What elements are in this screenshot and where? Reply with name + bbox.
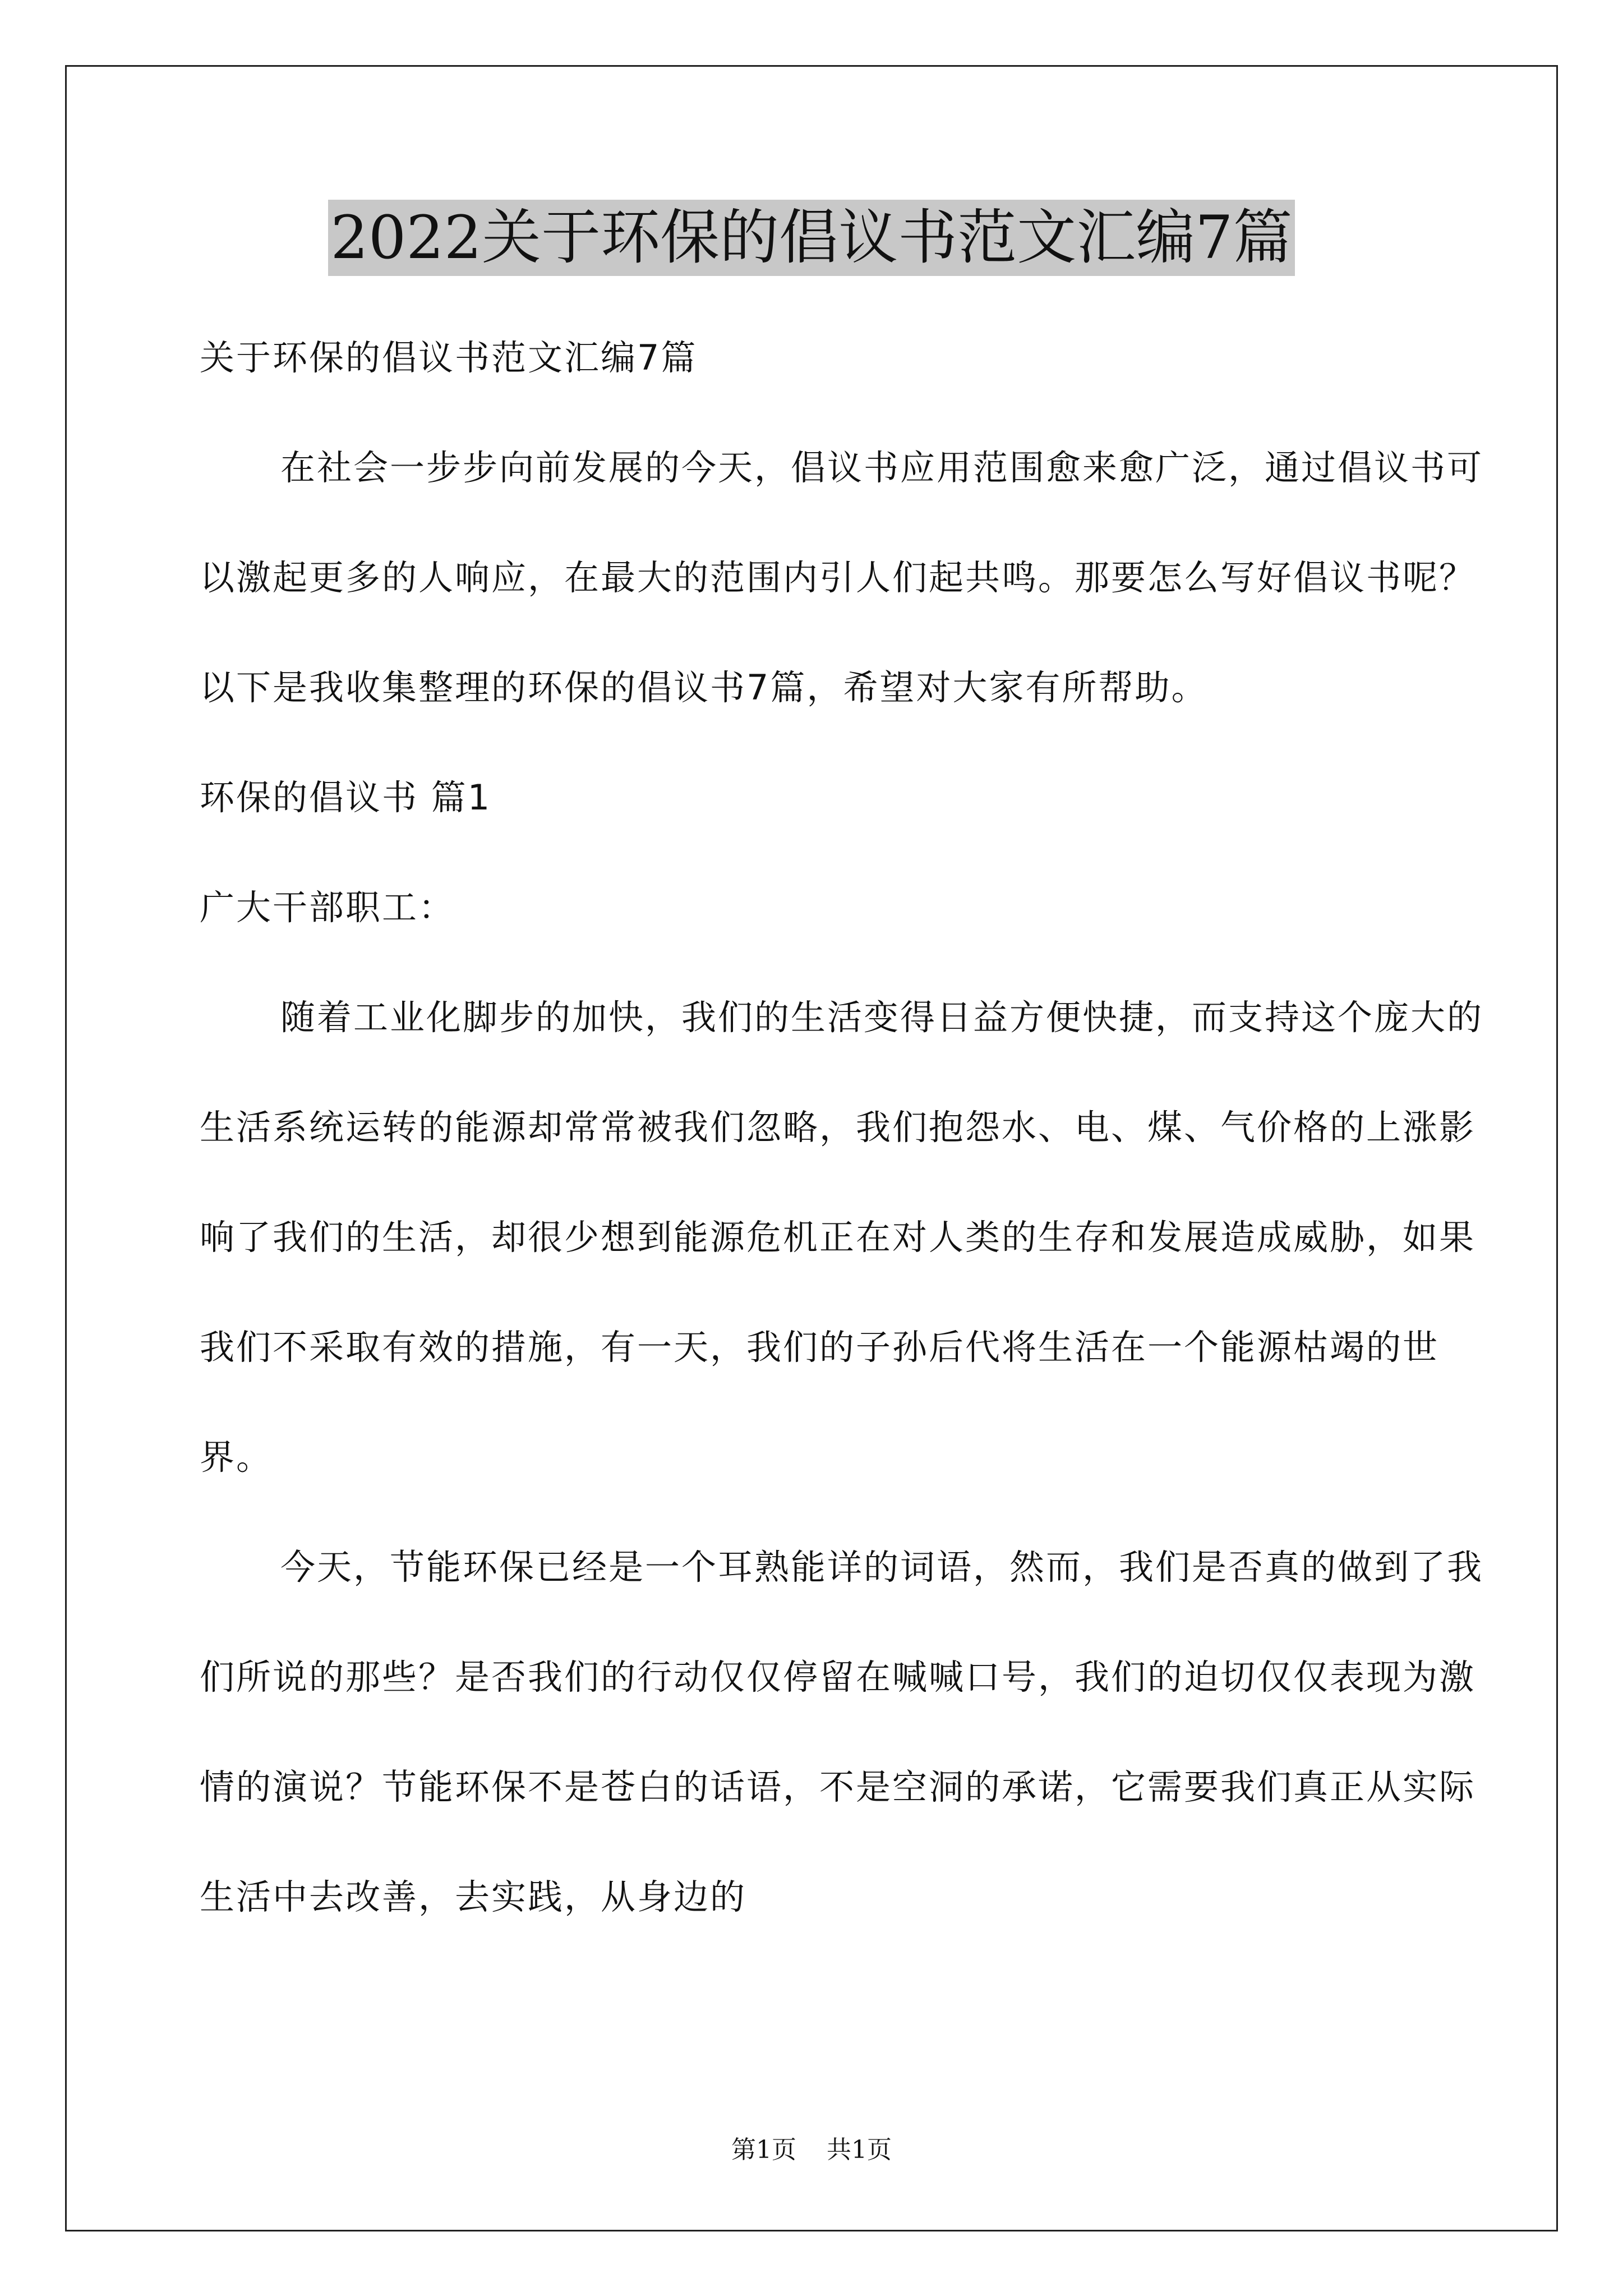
title-container (0, 200, 1623, 276)
page-number: 第1页 (731, 2136, 796, 2164)
total-pages: 共1页 (827, 2136, 892, 2164)
section-heading: 环保的倡议书 篇1 (200, 777, 492, 818)
paragraph-body-2: 今天，节能环保已经是一个耳熟能详的词语，然而，我们是否真的做到了我们所说的那些？是否我们的行动仅仅停留在喊喊口号，我们的迫切仅仅表现为激情的演说？节能环保不是苍白的话语，不是空洞的承诺，它需要我们真正从实际生活中去改善，去实践，从身边的 (200, 1547, 1484, 1917)
document-title: 2022关于环保的倡议书范文汇编7篇 (328, 200, 1294, 276)
document-body (200, 303, 1495, 1952)
paragraph-intro: 在社会一步步向前发展的今天，倡议书应用范围愈来愈广泛，通过倡议书可以激起更多的人响应，在最大的范围内引人们起共鸣。那要怎么写好倡议书呢？以下是我收集整理的环保的倡议书7篇，希望对大家有所帮助。 (200, 447, 1484, 708)
paragraph-subtitle: 关于环保的倡议书范文汇编7篇 (200, 337, 698, 378)
paragraph-body-1: 随着工业化脚步的加快，我们的生活变得日益方便快捷，而支持这个庞大的生活系统运转的能源却常常被我们忽略，我们抱怨水、电、煤、气价格的上涨影响了我们的生活，却很少想到能源危机正在对人类的生存和发展造成威胁，如果我们不采取有效的措施，有一天，我们的子孙后代将生活在一个能源枯竭的世界。 (200, 997, 1484, 1478)
page-footer (0, 2129, 1623, 2165)
salutation: 广大干部职工： (200, 887, 455, 928)
